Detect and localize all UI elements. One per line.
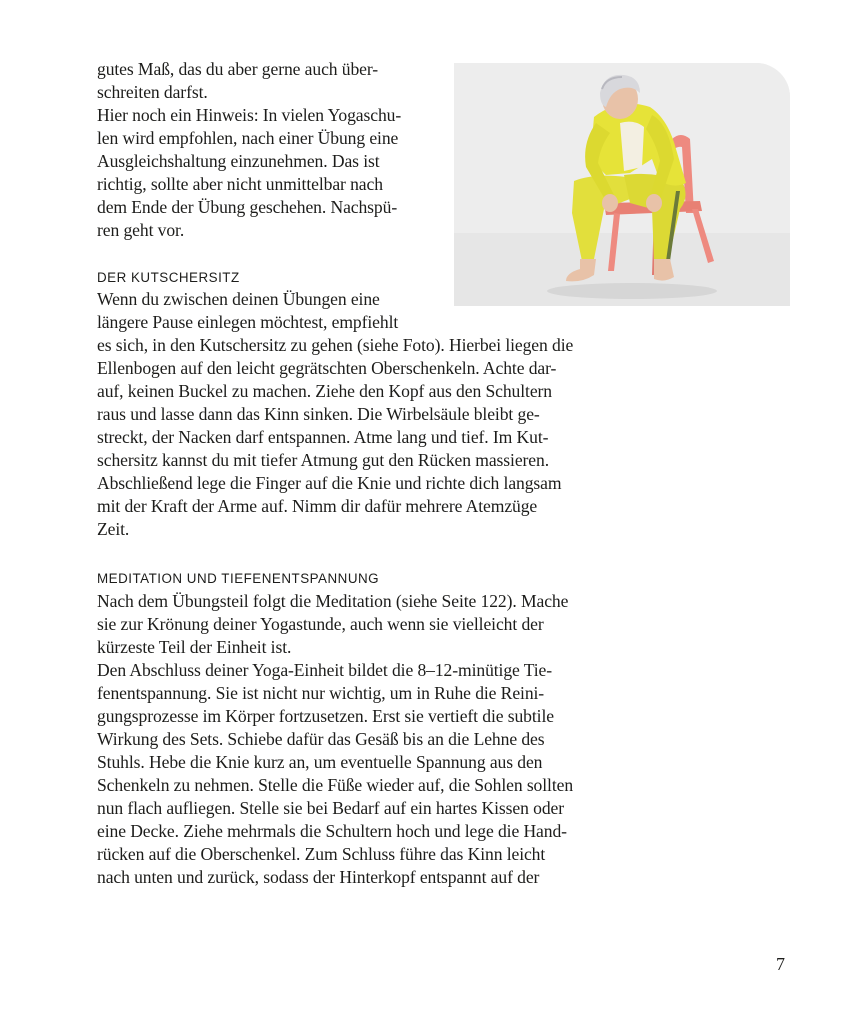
text-line: len wird empfohlen, nach einer Übung eine [97,128,399,148]
text-line: Ausgleichshaltung einzunehmen. Das ist [97,151,380,171]
page-number: 7 [776,954,785,974]
text-line: Den Abschluss deiner Yoga-Einheit bildet die 8–12-minütige Tie- [97,660,553,680]
text-line: kürzeste Teil der Einheit ist. [97,637,292,657]
text-line: Hier noch ein Hinweis: In vielen Yogaschu- [97,105,402,125]
text-line: streckt, der Nacken darf entspannen. Atme lang und tief. Im Kut- [97,427,549,447]
text-line: Zeit. [97,519,130,539]
text-line: fenentspannung. Sie ist nicht nur wichtig, um in Ruhe die Reini- [97,683,545,703]
section-heading: MEDITATION UND TIEFENENTSPANNUNG [97,571,380,586]
text-line: raus und lasse dann das Kinn sinken. Die Wirbelsäule bleibt ge- [97,404,540,424]
text-line: nun flach aufliegen. Stelle sie bei Bedarf auf ein hartes Kissen oder [97,798,564,818]
text-line: auf, keinen Buckel zu machen. Ziehe den Kopf aus den Schultern [97,381,552,401]
text-line: Wirkung des Sets. Schiebe dafür das Gesäß bis an die Lehne des [97,729,545,749]
text-line: Nach dem Übungsteil folgt die Meditation (siehe Seite 122). Mache [97,591,569,611]
text-line: es sich, in den Kutschersitz zu gehen (siehe Foto). Hierbei liegen die [97,335,574,355]
text-line: dem Ende der Übung geschehen. Nachspü- [97,197,398,217]
section-heading: DER KUTSCHERSITZ [97,270,240,285]
text-line: Ellenbogen auf den leicht gegrätschten Oberschenkeln. Achte dar- [97,358,557,378]
text-line: ren geht vor. [97,220,185,240]
text-line: nach unten und zurück, sodass der Hinterkopf entspannt auf der [97,867,540,887]
text-line: Stuhls. Hebe die Knie kurz an, um eventuelle Spannung aus den [97,752,543,772]
text-line: richtig, sollte aber nicht unmittelbar nach [97,174,383,194]
text-line: Wenn du zwischen deinen Übungen eine [97,289,380,309]
text-line: rücken auf die Oberschenkel. Zum Schluss führe das Kinn leicht [97,844,546,864]
text-line: längere Pause einlegen möchtest, empfiehlt [97,312,399,332]
photo-woman-on-chair [454,63,790,306]
text-line: Schenkeln zu nehmen. Stelle die Füße wieder auf, die Sohlen sollten [97,775,574,795]
photo-woman-sitting-on-chair-icon [454,63,790,306]
text-line: sie zur Krönung deiner Yogastunde, auch wenn sie vielleicht der [97,614,544,634]
text-line: schersitz kannst du mit tiefer Atmung gut den Rücken massieren. [97,450,550,470]
text-line: gungsprozesse im Körper fortzusetzen. Erst sie vertieft die subtile [97,706,554,726]
text-line: eine Decke. Ziehe mehrmals die Schultern hoch und lege die Hand- [97,821,567,841]
text-line: mit der Kraft der Arme auf. Nimm dir dafür mehrere Atemzüge [97,496,538,516]
text-line: Abschließend lege die Finger auf die Knie und richte dich langsam [97,473,562,493]
text-line: schreiten darfst. [97,82,208,102]
text-line: gutes Maß, das du aber gerne auch über- [97,59,379,79]
